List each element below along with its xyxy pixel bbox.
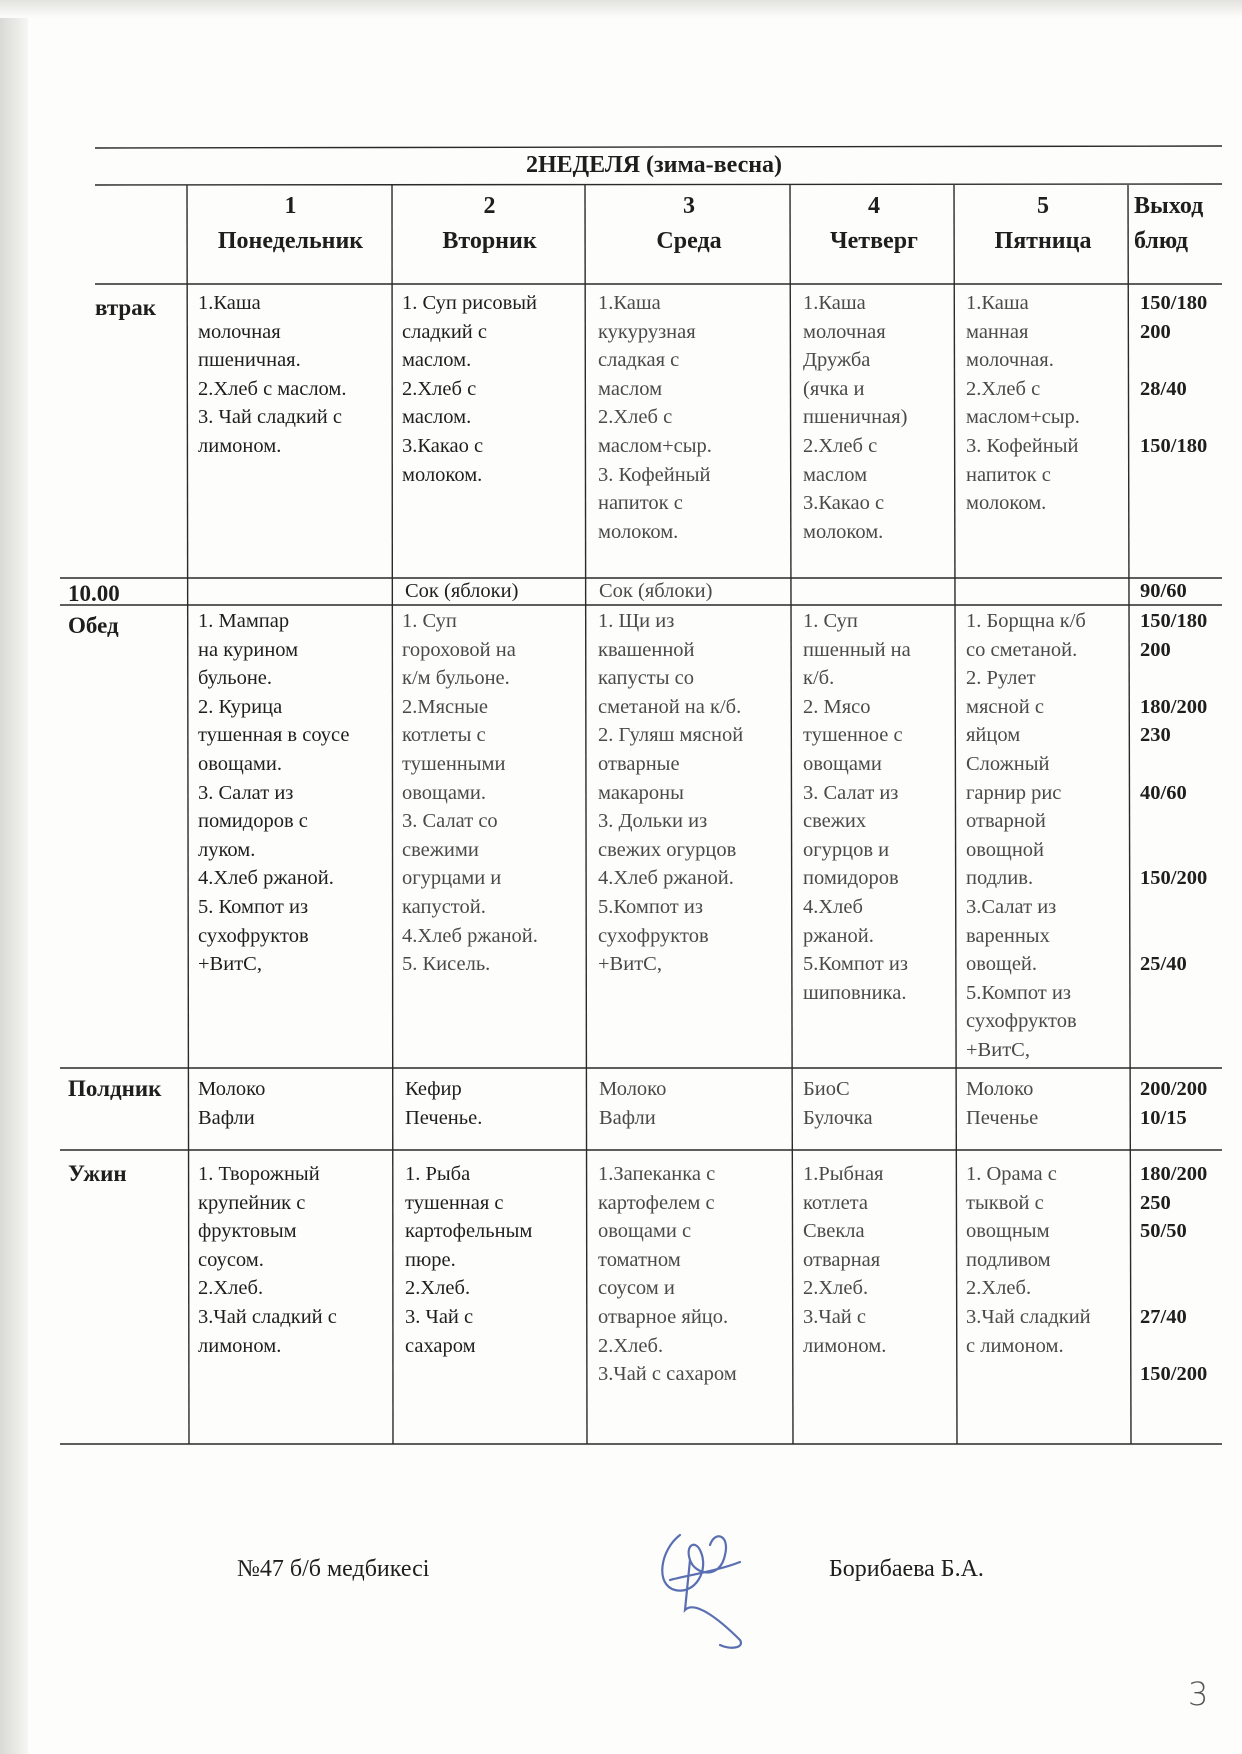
breakfast-thursday: 1.Каша молочная Дружба (ячка и пшеничная) 2.Хлеб с маслом 3.Какао с молоком. [803,292,908,543]
page-number: 3 [1188,1675,1209,1713]
breakfast-yield: 150/180 200 28/40 150/180 [1140,292,1208,457]
lunch-friday: 1. Борщна к/б со сметаной. 2. Рулет мясной с яйцом Сложный гарнир рис отварной овощной подлив. 3.Салат из варенных овощей. 5.Компот из сухофруктов +ВитС, [966,610,1086,1061]
footer-nurse-title: №47 б/б медбикесі [237,1556,430,1582]
day-number: 5 [1037,193,1049,219]
dinner-friday: 1. Орама с тыквой с овощным подливом 2.Хлеб. 3.Чай сладкий с лимоном. [966,1163,1091,1357]
day-number: 3 [683,193,695,219]
day-header-friday [957,189,1129,259]
dinner-thursday: 1.Рыбная котлета Свекла отварная 2.Хлеб. 3.Чай с лимоном. [803,1163,887,1357]
afternoon-friday: Молоко Печенье [966,1078,1039,1129]
lunch-monday: 1. Мампар на курином бульоне. 2. Курица тушенная в соусе овощами. 3. Салат из помидоров с луком. 4.Хлеб ржаной. 5. Компот из сухофруктов +ВитС, [198,610,350,976]
breakfast-wednesday: 1.Каша кукурузная сладкая с маслом 2.Хлеб с маслом+сыр. 3. Кофейный напиток с молоком. [598,292,712,543]
day-header-wednesday [587,189,791,259]
snack10-wednesday: Сок (яблоки) [599,580,713,602]
day-name: Понедельник [217,228,364,254]
breakfast-friday: 1.Каша манная молочная. 2.Хлеб с маслом+сыр. 3. Кофейный напиток с молоком. [966,292,1080,515]
day-header-tuesday [393,189,586,259]
lunch-tuesday: 1. Суп гороховой на к/м бульоне. 2.Мясные котлеты с тушенными овощами. 3. Салат со свежими огурцами и капустой. 4.Хлеб ржаной. 5. Кисель. [402,610,538,976]
lunch-thursday: 1. Суп пшенный на к/б. 2. Мясо тушенное с овощами 3. Салат из свежих огурцов и помидоров 4.Хлеб ржаной. 5.Компот из шиповника. [803,610,911,1004]
afternoon-tuesday: Кефир Печенье. [405,1078,483,1129]
day-name: Пятница [994,228,1092,254]
meal-label-dinner: Ужин [68,1161,127,1186]
dinner-yield: 180/200 250 50/50 27/40 150/200 [1140,1163,1208,1386]
meal-label-breakfast: втрак [95,295,156,320]
lunch-wednesday: 1. Щи из квашенной капусты со сметаной на к/б. 2. Гуляш мясной отварные макароны 3. Дольки из свежих огурцов 4.Хлеб ржаной. 5.Компот из сухофруктов +ВитС, [598,610,744,976]
meal-label-snack-10: 10.00 [68,581,120,606]
meal-label-lunch: Обед [68,613,119,638]
dinner-wednesday: 1.Запеканка с картофелем с овощами с томатном соусом и отварное яйцо. 2.Хлеб. 3.Чай с сахаром [598,1163,737,1386]
lunch-yield: 150/180 200 180/200 230 40/60 150/200 25/40 [1140,610,1208,976]
afternoon-wednesday: Молоко Вафли [599,1078,667,1129]
snack10-tuesday: Сок (яблоки) [405,580,519,602]
signature [650,1500,770,1660]
snack10-yield: 90/60 [1140,580,1187,602]
day-number: 1 [284,193,297,219]
dinner-tuesday: 1. Рыба тушенная с картофельным пюре. 2.Хлеб. 3. Чай с сахаром [405,1163,533,1357]
day-name: Вторник [442,228,537,254]
afternoon-yield: 200/200 10/15 [1140,1078,1208,1129]
menu-title: 2НЕДЕЛЯ (зима-весна) [525,152,783,178]
day-name: Четверг [830,228,918,254]
day-header-thursday [793,189,955,259]
meal-label-afternoon-snack: Полдник [68,1076,162,1101]
yield-header: Выход блюд [1134,193,1204,254]
day-number: 2 [483,193,496,219]
day-header-monday [189,189,392,259]
afternoon-monday: Молоко Вафли [198,1078,266,1129]
day-name: Среда [656,228,722,254]
dinner-monday: 1. Творожный крупейник с фруктовым соусом. 2.Хлеб. 3.Чай сладкий с лимоном. [198,1163,337,1357]
day-number: 4 [868,193,880,219]
breakfast-monday: 1.Каша молочная пшеничная. 2.Хлеб с маслом. 3. Чай сладкий с лимоном. [198,292,347,457]
footer-signer-name: Борибаева Б.А. [829,1556,984,1582]
afternoon-thursday: БиоС Булочка [803,1078,873,1129]
breakfast-tuesday: 1. Суп рисовый сладкий с маслом. 2.Хлеб с маслом. 3.Какао с молоком. [402,292,538,486]
